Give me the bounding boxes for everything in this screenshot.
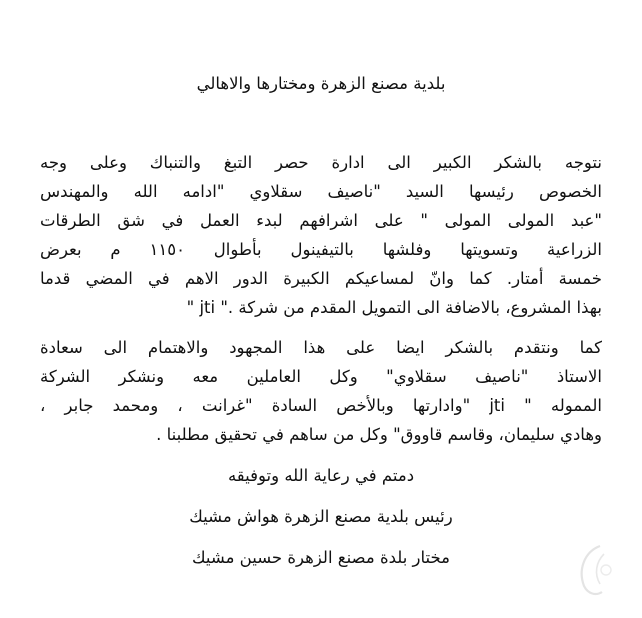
document-page (40, 0, 602, 618)
paragraph2-line-4: وهادي سليمان، وقاسم قاووق" وكل من ساهم في تحقيق مطلبنا . (156, 425, 602, 444)
closing-line: دمتم في رعاية الله وتوفيقه (227, 466, 415, 485)
paragraph2-line-2: الاستاذ "ناصيف سقلاوي" وكل العاملين معه ونشكر الشركة (40, 367, 602, 386)
paragraph1-line-2: الخصوص رئيسها السيد "ناصيف سقلاوي "ادامه الله والمهندس (40, 182, 602, 201)
paragraph1-line-5: خمسة أمتار. كما وانّ لمساعيكم الكبيرة الدور الاهم في المضي قدما (40, 269, 602, 288)
paragraph1-line-1: نتوجه بالشكر الكبير الى ادارة حصر التبغ والتنباك وعلى وجه (40, 153, 602, 172)
paragraph2-line-1: كما ونتقدم بالشكر ايضا على هذا المجهود والاهتمام الى سعادة (40, 338, 602, 357)
document-title: بلدية مصنع الزهرة ومختارها والاهالي (196, 74, 446, 93)
paragraph1-line-4: الزراعية وتسويتها وفلشها بالتيفينول بأطوال ١١٥٠ م بعرض (40, 240, 602, 259)
paragraph1-line-3: "عبد المولى المولى " على اشرافهم لبدء العمل في شق الطرقات (40, 211, 602, 230)
signature-municipality-president: رئيس بلدية مصنع الزهرة هواش مشيك (189, 507, 453, 526)
paragraph2-line-3: المموله " jti "وادارتها وبالأخص السادة "غرانت ، ومحمد جابر ، (40, 396, 603, 415)
watermark-logo-icon (574, 540, 618, 600)
signature-mukhtar: مختار بلدة مصنع الزهرة حسين مشيك (191, 548, 451, 567)
paragraph1-line-6: بهذا المشروع، بالاضافة الى التمويل المقدم من شركة ." jti " (186, 298, 602, 317)
